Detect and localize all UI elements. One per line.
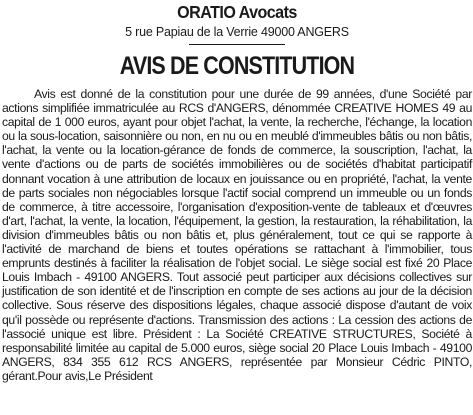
notice-body-text: Avis est donné de la constitution pour une durée de 99 années, d'une Société par actions simplifiée immatriculée au RCS d'ANGERS, dénommée CREATIVE HOMES 49 au capital de 1 000 euros, ayant pour objet l'achat, la vente, la recherche, l'échange, la location ou la sous-location, saisonnière ou non, en nu ou en meublé d'immeubles bâtis ou non bâtis, l'achat, la vente ou la location-gérance de fonds de commerce, la souscription, l'achat, la vente d'actions ou de parts de sociétés immobilières ou de sociétés d'habitat participatif donnant vocation à une attribution de locaux en jouissance ou en propriété, l'achat, la vente de parts sociales non négociables lorsque l'actif social comprend un immeuble ou un fonds de commerce, à titre accessoire, l'organisation d'exposition-vente de tableaux et d'œuvres d'art, l'achat, la vente, la location, l'équipement, la gestion, la restauration, la réhabilitation, la division d'immeubles bâtis ou non bâtis et, plus généralement, tout ce qui se rapporte à l'activité de marchand de biens et toutes opérations se rattachant à l'immobilier, tous emprunts destinés à faciliter la réalisation de l'objet social. Le siège social est fixé 20 Place Louis Imbach - 49100 ANGERS. Tout associé peut participer aux décisions collectives sur justification de son identité et de l'inscription en compte de ses actions au jour de la décision collective. Sous réserve des dispositions légales, chaque associé dispose d'autant de voix qu'il possède ou représente d'actions. Transmission des actions : La cession des actions de l'associé unique est libre. Président : La Société CREATIVE STRUCTURES, Société à responsabilité limitée au capital de 5.000 euros, siège social 20 Place Louis Imbach - 49100 ANGERS, 834 355 612 RCS ANGERS, représentée par Monsieur Cédric PINTO, gérant.Pour avis,Le Président	[2, 87, 472, 383]
divider-line	[189, 44, 285, 45]
notice-headline: AVIS DE CONSTITUTION	[119, 52, 355, 80]
firm-address: 5 rue Papiau de la Verrie 49000 ANGERS	[125, 25, 349, 39]
notice-body	[2, 87, 472, 383]
firm-name: ORATIO Avocats	[177, 2, 297, 22]
